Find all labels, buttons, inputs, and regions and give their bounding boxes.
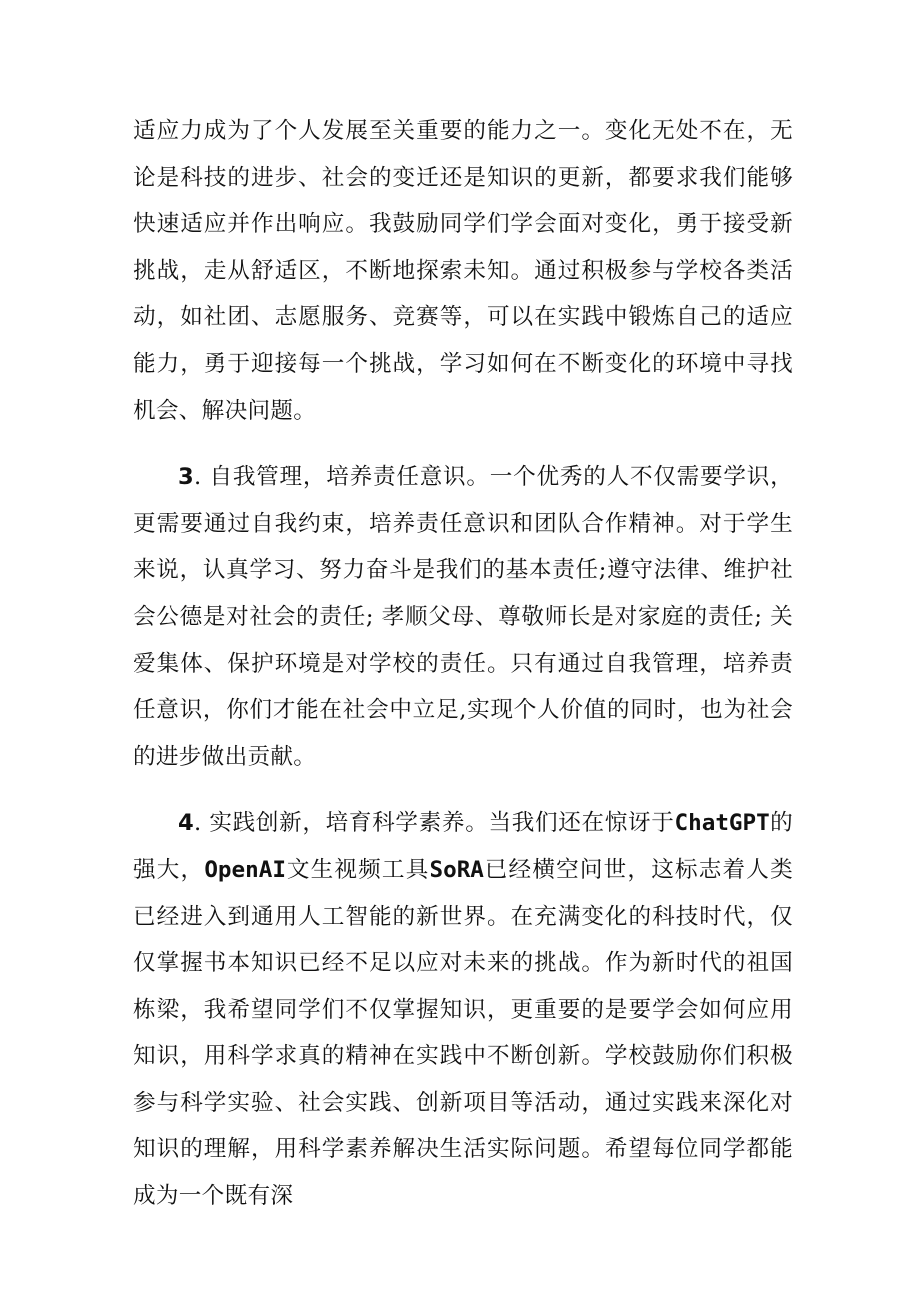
document-body — [133, 108, 793, 1240]
term-sora: SoRA — [429, 856, 484, 883]
paragraph-practice-text-c: 文生视频工具 — [285, 856, 430, 883]
paragraph-adaptability-text: 适应力成为了个人发展至关重要的能力之一。变化无处不在，无论是科技的进步、社会的变迁还是知识的更新，都要求我们能够快速适应并作出响应。我鼓励同学们学会面对变化，勇于接受新挑战，走从舒适区，不断地探索未知。通过积极参与学校各类活动，如社团、志愿服务、竞赛等，可以在实践中锻炼自己的适应能力，勇于迎接每一个挑战，学习如何在不断变化的环境中寻找机会、解决问题。 — [133, 118, 793, 424]
paragraph-practice-text-d: 已经横空问世，这标志着人类已经进入到通用人工智能的新世界。在充满变化的科技时代，仅仅掌握书本知识已经不足以应对未来的挑战。作为新时代的祖国栋梁，我希望同学们不仅掌握知识，更重要的是要学会如何应用知识，用科学求真的精神在实践中不断创新。学校鼓励你们积极参与科学实验、社会实践、创新项目等活动，通过实践来深化对知识的理解，用科学素养解决生活实际问题。希望每位同学都能成为一个既有深 — [133, 856, 793, 1210]
paragraph-adaptability — [133, 108, 793, 434]
paragraph-practice-innovation — [133, 800, 793, 1219]
section-number-4: 4 — [178, 810, 195, 837]
section-number-3: 3 — [178, 464, 195, 491]
term-openai: OpenAI — [204, 856, 286, 883]
term-chatgpt: ChatGPT — [674, 810, 770, 837]
paragraph-practice-text-b: 的强大， — [133, 810, 793, 883]
paragraph-self-management — [133, 454, 793, 780]
paragraph-self-management-text: . 自我管理，培养责任意识。一个优秀的人不仅需要学识，更需要通过自我约束，培养责任意识和团队合作精神。对于学生来说，认真学习、努力奋斗是我们的基本责任;遵守法律、维护社会公德是对社会的责任; 孝顺父母、尊敬师长是对家庭的责任; 关爱集体、保护环境是对学校的责任。只有通过自我管理，培养责任意识，你们才能在社会中立足,实现个人价值的同时，也为社会的进步做出贡献。 — [133, 464, 793, 770]
paragraph-practice-text-a: . 实践创新，培育科学素养。当我们还在惊讶于 — [194, 810, 675, 837]
